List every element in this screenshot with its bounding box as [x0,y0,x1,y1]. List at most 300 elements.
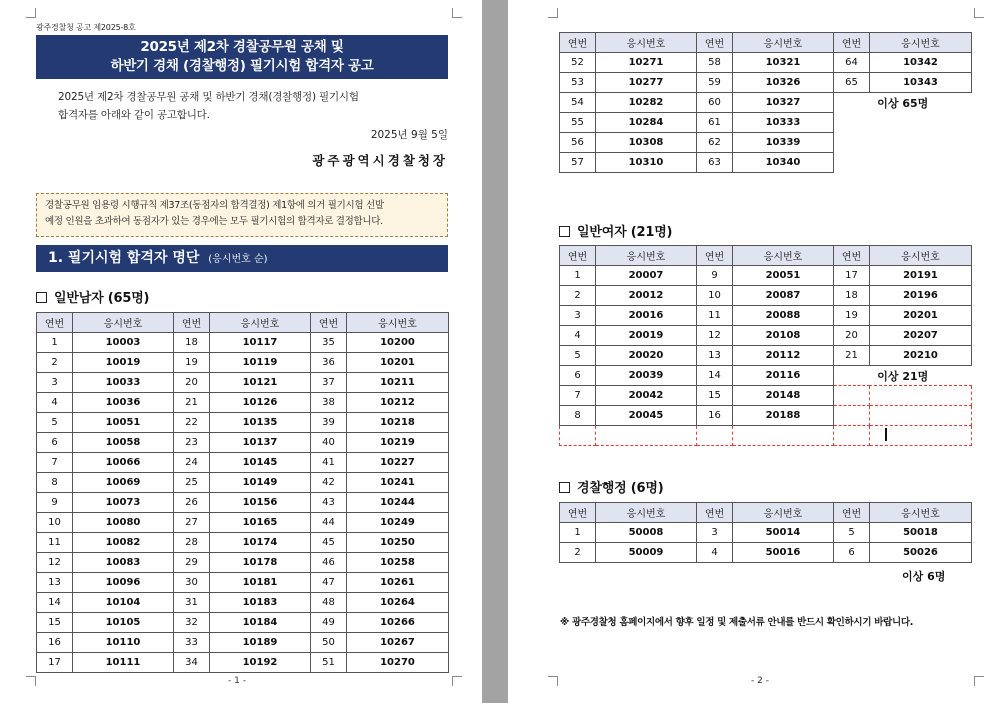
cell-exam-no: 10019 [73,353,174,373]
cell-seq: 4 [697,543,733,563]
cell-seq: 5 [834,523,870,543]
cell-exam-no: 20019 [596,326,697,346]
cell-seq: 62 [697,133,733,153]
cell-exam-no: 10321 [733,53,834,73]
cell-exam-no: 10227 [347,453,449,473]
cell-exam-no: 10219 [347,433,449,453]
table-row [560,306,972,326]
cell-exam-no: 10051 [73,413,174,433]
cell-seq: 15 [697,386,733,406]
cell-seq: 19 [174,353,210,373]
cell-exam-no: 20207 [870,326,972,346]
table-row [37,333,449,353]
cell-exam-no: 10082 [73,533,174,553]
margin-mark [26,8,36,18]
cell-seq: 24 [174,453,210,473]
table-header [560,503,972,523]
table-row [560,386,972,406]
cell-exam-no: 10244 [347,493,449,513]
table-row [560,406,972,426]
cell-seq: 42 [311,473,347,493]
cell-exam-no: 10218 [347,413,449,433]
col-exam-no: 응시번호 [733,503,834,523]
table-row [37,413,449,433]
cell-exam-no: 10327 [733,93,834,113]
cell-exam-no: 20188 [733,406,834,426]
cell-seq: 1 [37,333,73,353]
empty-cell [870,406,972,426]
cell-seq: 7 [37,453,73,473]
cell-exam-no: 20087 [733,286,834,306]
cell-seq: 18 [834,286,870,306]
cell-seq: 19 [834,306,870,326]
page-number: - 2 - [751,676,769,686]
cell-exam-no: 20016 [596,306,697,326]
notice-line-1: 경찰공무원 임용령 시행규칙 제37조(동점자의 합격결정) 제1항에 의거 필기시험 선발 [45,200,384,211]
col-seq: 연번 [697,33,733,53]
cell-seq: 8 [37,473,73,493]
cell-seq: 6 [37,433,73,453]
col-seq: 연번 [834,246,870,266]
cell-seq: 6 [834,543,870,563]
cell-exam-no: 20210 [870,346,972,366]
col-exam-no: 응시번호 [733,33,834,53]
cell-exam-no: 10069 [73,473,174,493]
tie-rule-notice [36,193,448,237]
cell-seq: 21 [174,393,210,413]
cell-seq: 13 [37,573,73,593]
cell-exam-no: 10111 [73,653,174,673]
cell-seq: 40 [311,433,347,453]
cell-seq: 53 [560,73,596,93]
cell-seq: 36 [311,353,347,373]
margin-mark [974,8,984,18]
table-header [560,33,972,53]
cell-seq: 18 [174,333,210,353]
cell-exam-no: 10271 [596,53,697,73]
cell-exam-no: 10183 [210,593,311,613]
total-female: 이상 21명 [834,366,972,386]
cell-seq: 45 [311,533,347,553]
table-row [37,473,449,493]
table-row [37,573,449,593]
cell-exam-no: 10066 [73,453,174,473]
cell-exam-no: 10343 [870,73,972,93]
cell-exam-no: 20042 [596,386,697,406]
col-seq: 연번 [697,246,733,266]
empty-cell [596,426,697,446]
cell-exam-no: 10266 [347,613,449,633]
cell-exam-no: 10189 [210,633,311,653]
cell-seq: 37 [311,373,347,393]
cell-exam-no: 10149 [210,473,311,493]
document-page-1 [0,0,482,703]
cell-exam-no: 50016 [733,543,834,563]
col-seq: 연번 [834,33,870,53]
table-row [560,73,972,93]
cell-exam-no: 10249 [347,513,449,533]
cell-seq: 48 [311,593,347,613]
table-row [37,513,449,533]
empty-cell [697,426,733,446]
cell-exam-no: 20020 [596,346,697,366]
empty-cell [834,153,972,173]
table-row [37,353,449,373]
cell-seq: 44 [311,513,347,533]
cell-seq: 46 [311,553,347,573]
cell-seq: 30 [174,573,210,593]
cell-seq: 57 [560,153,596,173]
heading-admin-text: 경찰행정 (6명) [577,481,664,496]
cell-exam-no: 20051 [733,266,834,286]
cell-seq: 29 [174,553,210,573]
cell-seq: 41 [311,453,347,473]
cell-exam-no: 10340 [733,153,834,173]
cell-seq: 2 [560,286,596,306]
cell-seq: 9 [37,493,73,513]
cell-exam-no: 10156 [210,493,311,513]
heading-female-text: 일반여자 (21명) [577,225,673,240]
cell-seq: 9 [697,266,733,286]
cell-exam-no: 20148 [733,386,834,406]
cell-exam-no: 10165 [210,513,311,533]
cell-exam-no: 10277 [596,73,697,93]
cell-seq: 54 [560,93,596,113]
cell-exam-no: 10201 [347,353,449,373]
cell-seq: 28 [174,533,210,553]
margin-mark [548,8,558,18]
intro-line-1: 2025년 제2차 경찰공무원 공채 및 하반기 경채(경찰행정) 필기시험 [58,91,359,103]
footer-note: ※ 광주경찰청 홈페이지에서 향후 일정 및 제출서류 안내를 반드시 확인하시기 바랍니다. [560,617,914,628]
col-seq: 연번 [37,313,73,333]
cell-exam-no: 10105 [73,613,174,633]
col-exam-no: 응시번호 [596,33,697,53]
cell-exam-no: 10241 [347,473,449,493]
cell-seq: 55 [560,113,596,133]
male-results-table-continued [559,32,972,173]
cell-seq: 14 [37,593,73,613]
cell-seq: 3 [697,523,733,543]
notice-line-2: 예정 인원을 초과하여 동점자가 있는 경우에는 모두 필기시험의 합격자로 결정합니다. [45,216,383,227]
cell-seq: 26 [174,493,210,513]
cell-seq: 47 [311,573,347,593]
cell-seq: 11 [697,306,733,326]
table-row [560,53,972,73]
notice-number: 광주경찰청 공고 제2025-8호 [36,23,136,32]
table-row [37,613,449,633]
margin-mark [974,676,984,686]
cell-seq: 4 [560,326,596,346]
table-header [560,246,972,266]
cell-seq: 27 [174,513,210,533]
col-exam-no: 응시번호 [596,246,697,266]
cell-exam-no: 10310 [596,153,697,173]
empty-cell [834,386,870,406]
cell-seq: 14 [697,366,733,386]
cell-exam-no: 10342 [870,53,972,73]
total-male: 이상 65명 [877,96,929,110]
col-seq: 연번 [560,246,596,266]
table-row [560,346,972,366]
section-title [36,245,448,272]
cell-exam-no: 10184 [210,613,311,633]
checkbox-square-icon [559,482,570,493]
cell-seq: 10 [697,286,733,306]
cell-exam-no: 10096 [73,573,174,593]
margin-mark [452,676,462,686]
col-seq: 연번 [560,503,596,523]
empty-cell [834,406,870,426]
empty-cell [834,133,972,153]
cell-seq: 63 [697,153,733,173]
cell-exam-no: 20196 [870,286,972,306]
cell-exam-no: 10261 [347,573,449,593]
cell-seq: 39 [311,413,347,433]
cell-seq: 5 [37,413,73,433]
cell-exam-no: 10003 [73,333,174,353]
table-row [560,93,972,113]
document-page-2 [508,0,1000,703]
cell-exam-no: 10270 [347,653,449,673]
cell-seq: 1 [560,523,596,543]
cell-seq: 33 [174,633,210,653]
cell-exam-no: 20088 [733,306,834,326]
cell-exam-no: 10264 [347,593,449,613]
cell-exam-no: 10033 [73,373,174,393]
cell-exam-no: 10117 [210,333,311,353]
cell-seq: 31 [174,593,210,613]
cell-exam-no: 10282 [596,93,697,113]
heading-male-text: 일반남자 (65명) [54,291,150,306]
table-row [37,533,449,553]
issuing-office: 광주광역시경찰청장 [312,153,448,168]
cell-seq: 1 [560,266,596,286]
cell-exam-no: 10058 [73,433,174,453]
cell-exam-no: 10126 [210,393,311,413]
section-title-text: 1. 필기시험 합격자 명단 [48,250,200,266]
cell-seq: 15 [37,613,73,633]
table-header [37,313,449,333]
empty-cell [834,426,870,446]
cell-seq: 22 [174,413,210,433]
cell-seq: 3 [560,306,596,326]
title-line-2: 하반기 경채 (경찰행정) 필기시험 합격자 공고 [110,58,374,74]
table-row [37,433,449,453]
notice-date: 2025년 9월 5일 [370,129,448,141]
cell-seq: 59 [697,73,733,93]
cell-exam-no: 20112 [733,346,834,366]
table-row [560,543,972,563]
col-exam-no: 응시번호 [210,313,311,333]
section-subtitle: (응시번호 순) [208,254,268,265]
table-row [560,426,972,446]
table-row [560,286,972,306]
cell-seq: 35 [311,333,347,353]
margin-mark [548,676,558,686]
cell-seq: 38 [311,393,347,413]
cell-seq: 16 [37,633,73,653]
heading-male [36,287,149,306]
margin-mark [26,676,36,686]
col-exam-no: 응시번호 [596,503,697,523]
cell-exam-no: 10110 [73,633,174,653]
cell-exam-no: 10212 [347,393,449,413]
cell-exam-no: 50009 [596,543,697,563]
cell-exam-no: 10326 [733,73,834,93]
female-results-table [559,245,972,446]
cell-seq: 51 [311,653,347,673]
cell-exam-no: 20201 [870,306,972,326]
cell-seq: 20 [834,326,870,346]
table-row [560,523,972,543]
cell-seq: 64 [834,53,870,73]
cell-exam-no: 10250 [347,533,449,553]
cell-seq: 16 [697,406,733,426]
cell-exam-no: 10073 [73,493,174,513]
cell-exam-no: 20012 [596,286,697,306]
cell-exam-no: 10036 [73,393,174,413]
table-row [37,553,449,573]
cell-exam-no: 10083 [73,553,174,573]
cell-exam-no: 10135 [210,413,311,433]
col-seq: 연번 [834,503,870,523]
intro-line-2: 합격자를 아래와 같이 공고합니다. [58,109,210,121]
cell-exam-no: 10333 [733,113,834,133]
col-seq: 연번 [697,503,733,523]
col-seq: 연번 [560,33,596,53]
cell-exam-no: 50008 [596,523,697,543]
cell-seq: 2 [37,353,73,373]
cell-seq: 2 [560,543,596,563]
cell-seq: 12 [697,326,733,346]
cell-seq: 56 [560,133,596,153]
cell-seq: 10 [37,513,73,533]
col-exam-no: 응시번호 [870,246,972,266]
heading-female [559,221,672,240]
cell-exam-no: 20116 [733,366,834,386]
cell-seq: 8 [560,406,596,426]
admin-results-table [559,502,972,563]
cell-seq: 17 [834,266,870,286]
table-row [37,633,449,653]
cell-seq: 11 [37,533,73,553]
cell-seq: 61 [697,113,733,133]
cell-seq: 32 [174,613,210,633]
cell-seq: 49 [311,613,347,633]
cell-seq: 25 [174,473,210,493]
text-cursor [885,428,887,441]
cell-seq: 12 [37,553,73,573]
cell-exam-no: 10121 [210,373,311,393]
page-number: - 1 - [228,676,246,686]
cell-seq: 5 [560,346,596,366]
table-row [37,493,449,513]
cell-seq: 6 [560,366,596,386]
cell-exam-no: 10200 [347,333,449,353]
intro-text [58,88,359,124]
cell-seq: 52 [560,53,596,73]
col-seq: 연번 [174,313,210,333]
cell-exam-no: 10258 [347,553,449,573]
table-row [560,366,972,386]
cell-exam-no: 10178 [210,553,311,573]
cell-exam-no: 10174 [210,533,311,553]
cell-exam-no: 10181 [210,573,311,593]
cell-seq: 58 [697,53,733,73]
empty-cell [870,386,972,406]
cell-exam-no: 10211 [347,373,449,393]
heading-admin [559,477,663,496]
cell-exam-no: 50018 [870,523,972,543]
empty-cell [834,113,972,133]
cell-exam-no: 20007 [596,266,697,286]
checkbox-square-icon [36,292,47,303]
table-row [37,653,449,673]
col-seq: 연번 [311,313,347,333]
cell-seq: 50 [311,633,347,653]
cell-seq: 17 [37,653,73,673]
document-title [36,35,448,79]
cell-exam-no: 20108 [733,326,834,346]
margin-mark [452,8,462,18]
cell-exam-no: 10339 [733,133,834,153]
cell-exam-no: 10308 [596,133,697,153]
col-exam-no: 응시번호 [870,503,972,523]
cell-seq: 65 [834,73,870,93]
cell-seq: 34 [174,653,210,673]
cell-exam-no: 50014 [733,523,834,543]
cell-exam-no: 50026 [870,543,972,563]
cell-exam-no: 10192 [210,653,311,673]
cell-seq: 7 [560,386,596,406]
empty-cell [733,426,834,446]
table-row [560,266,972,286]
cell-exam-no: 10284 [596,113,697,133]
cell-seq: 60 [697,93,733,113]
col-exam-no: 응시번호 [73,313,174,333]
cell-exam-no: 10145 [210,453,311,473]
cell-seq: 21 [834,346,870,366]
table-row [560,326,972,346]
table-row [37,373,449,393]
cell-seq: 20 [174,373,210,393]
table-row [37,393,449,413]
table-row [560,133,972,153]
cell-seq: 4 [37,393,73,413]
cell-seq: 23 [174,433,210,453]
cell-exam-no: 10104 [73,593,174,613]
col-exam-no: 응시번호 [733,246,834,266]
cell-exam-no: 10137 [210,433,311,453]
cell-exam-no: 10267 [347,633,449,653]
male-results-table [36,312,449,673]
cell-exam-no: 20191 [870,266,972,286]
cell-exam-no: 20039 [596,366,697,386]
table-row [37,453,449,473]
cell-exam-no: 20045 [596,406,697,426]
cell-exam-no: 10119 [210,353,311,373]
col-exam-no: 응시번호 [347,313,449,333]
table-row [560,153,972,173]
title-line-1: 2025년 제2차 경찰공무원 공채 및 [140,39,344,55]
empty-cell [560,426,596,446]
cell-seq: 3 [37,373,73,393]
total-admin: 이상 6명 [902,570,946,583]
table-row [560,113,972,133]
cell-exam-no: 10080 [73,513,174,533]
checkbox-square-icon [559,226,570,237]
cell-seq: 43 [311,493,347,513]
